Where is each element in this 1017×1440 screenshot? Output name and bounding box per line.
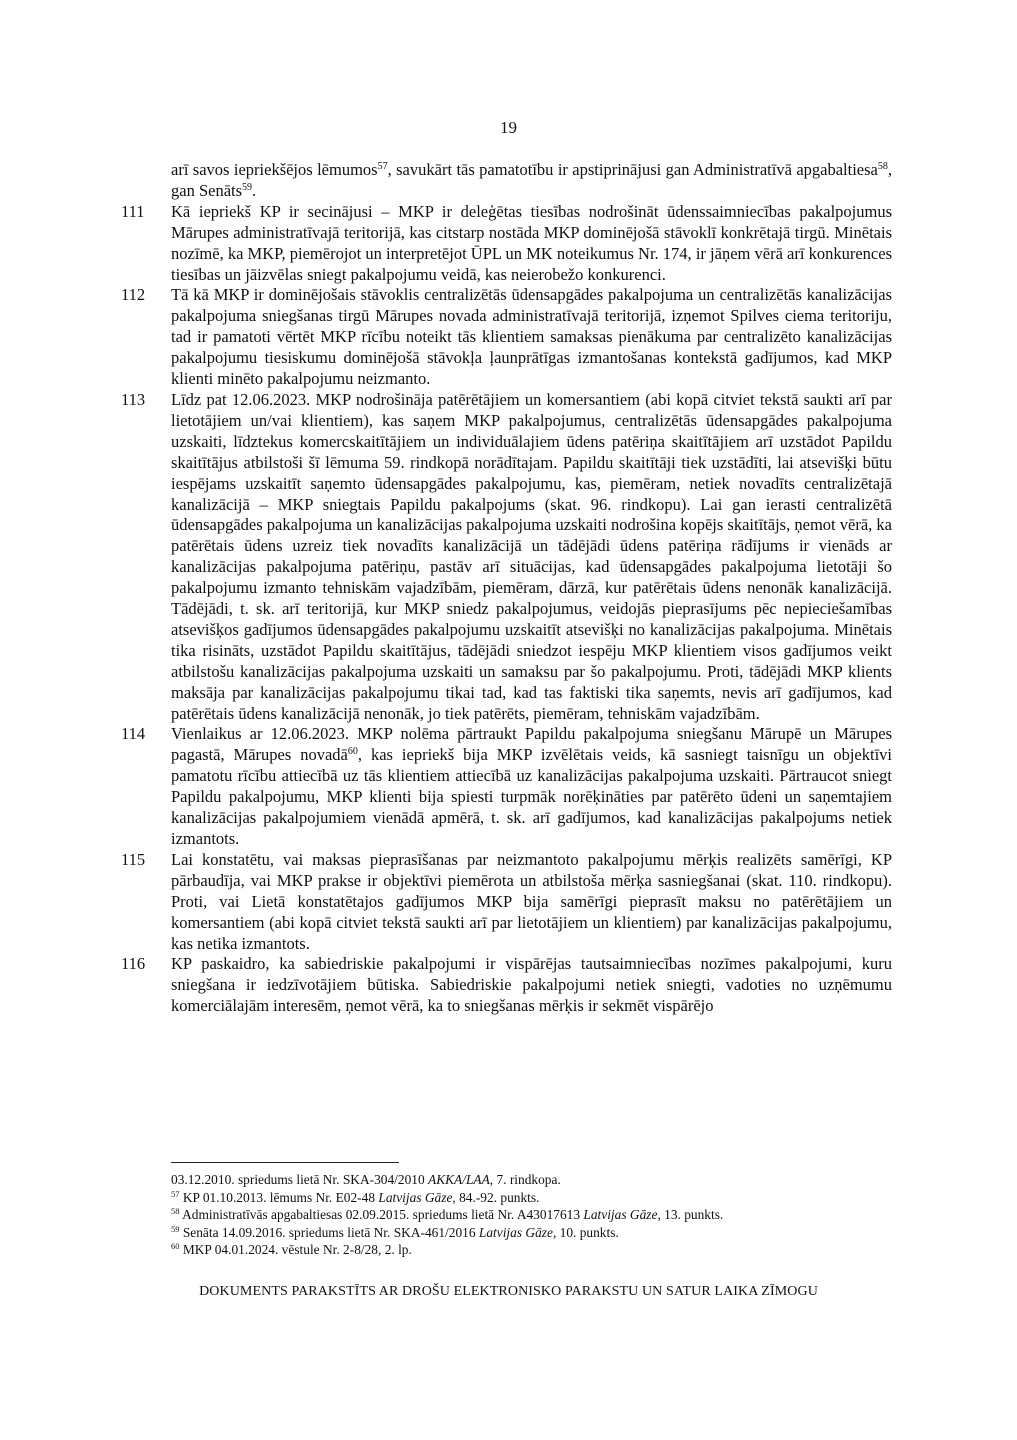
paragraph <box>121 160 892 202</box>
paragraph-number: 115 <box>121 849 146 869</box>
paragraph <box>121 724 892 849</box>
footnote-mark: 60 <box>171 1241 180 1252</box>
footnote-italic-text: Latvijas Gāze <box>378 1189 453 1205</box>
paragraph-text: KP paskaidro, ka sabiedriskie pakalpojumi ir vispārējas tautsaimniecības nozīmes pakalpojumi, kuru sniegšana ir iedzīvotājiem būtiska. Sabiedriskie pakalpojumi netiek sniegti, vadoties no uzņēmumu komerciālajām interesēm, ņemot vērā, ka to sniegšanas mērķis ir sekmēt vispārējo <box>171 954 892 1016</box>
footnote-mark: 57 <box>171 1188 180 1199</box>
paragraph-text: , gan Senāts <box>171 160 892 200</box>
footnote <box>171 1241 892 1259</box>
footnote-reference: 57 <box>377 161 388 172</box>
footnote-text: , 13. punkts. <box>657 1207 724 1223</box>
footnote-text: , 10. punkts. <box>552 1224 619 1240</box>
paragraph-text: . <box>252 180 257 200</box>
footnote <box>171 1206 892 1224</box>
paragraph-text: Līdz pat 12.06.2023. MKP nodrošināja patērētājiem un komersantiem (abi kopā citviet tekstā saukti arī par lietotājiem un/vai klientiem), kas saņem MKP pakalpojumus, centralizētās ūdensapgādes pakalpojuma uzskaiti, līdztekus komercskaitītājiem un individuālajiem ūdens patēriņa skaitītājiem arī uzstādot Papildu skaitītājus atbilstoši šī lēmuma 59. rindkopā norādītajam. Papildu skaitītāji tiek uzstādīti, lai atsevišķi būtu iespējams uzskaitīt saņemto ūdensapgādes pakalpojumu, kas, piemēram, netiek novadīts centralizētajā kanalizācijā – MKP sniegtais Papildu pakalpojums (skat. 96. rindkopu). Lai gan ierasti centralizētā ūdensapgādes pakalpojuma un kanalizācijas pakalpojuma uzskaiti nodrošina kopējs skaitītājs, ņemot vērā, ka patērētais ūdens uzreiz tiek novadīts kanalizācijā un tādējādi ūdens patēriņa rādījums ir vienāds ar kanalizācijas pakalpojuma patēriņu, pastāv arī situācijas, kad ūdensapgādes pakalpojuma lietotāji šo pakalpojumu izmanto tehniskām vajadzībām, piemēram, dārzā, kur patērētais ūdens nenonāk kanalizācijā. Tādējādi, t. sk. arī teritorijā, kur MKP sniedz pakalpojumus, veidojās pieprasījums pēc nepieciešamības atsevišķos gadījumos ūdensapgādes pakalpojumu uzskaitīt atsevišķi no kanalizācijas pakalpojuma. Minētais tika risināts, uzstādot Papildu skaitītājus, tādējādi sniedzot iespēju MKP klientiem visos gadījumos veikt atbilstošu kanalizācijas pakalpojuma uzskaiti un samaksu par šo pakalpojumu. Proti, tādējādi MKP klients maksāja par kanalizācijas pakalpojumu tikai tad, kad tas faktiski tika saņemts, nevis arī gadījumos, kad patērētais ūdens kanalizācijā nenonāk, jo tiek patērēts, piemēram, tehniskām vajadzībām. <box>171 389 892 723</box>
footnote-text: Administratīvās apgabaltiesas 02.09.2015. spriedums lietā Nr. A43017613 <box>179 1207 584 1223</box>
footnote-text: KP 01.10.2013. lēmums Nr. E02-48 <box>179 1189 379 1205</box>
signature-footer: DOKUMENTS PARAKSTĪTS AR DROŠU ELEKTRONISKO PARAKSTU UN SATUR LAIKA ZĪMOGU <box>199 1284 818 1299</box>
footnotes <box>171 1171 892 1259</box>
paragraph-text: Vienlaikus ar 12.06.2023. MKP nolēma pārtraukt Papildu pakalpojuma sniegšanu Mārupē un Mārupes pagastā, Mārupes novadā <box>171 724 892 765</box>
paragraph <box>121 390 892 725</box>
footnote-reference: 58 <box>877 161 888 172</box>
paragraph-text: arī savos iepriekšējos lēmumos <box>171 160 378 179</box>
paragraph-number: 113 <box>121 389 146 409</box>
footnote-italic-text: Latvijas Gāze <box>583 1207 658 1223</box>
footnote-reference: 59 <box>242 181 253 193</box>
footnote-text: Senāta 14.09.2016. spriedums lietā Nr. SKA-461/2016 <box>179 1224 479 1240</box>
paragraph-text: Kā iepriekš KP ir secinājusi – MKP ir deleģētas tiesības nodrošināt ūdenssaimniecības pakalpojumus Mārupes administratīvajā teritorijā, kas citstarp nostāda MKP dominējošā stāvoklī konkrētajā tirgū. Minētais nozīmē, ka MKP, piemērojot un interpretējot ŪPL un MK noteikumus Nr. 174, ir jāņem vērā arī konkurences tiesības un jāizvēlas sniegt pakalpojumu veidā, kas neierobežo konkurenci. <box>171 201 892 284</box>
paragraph <box>121 202 892 286</box>
footnote <box>171 1171 892 1189</box>
body-text <box>121 160 892 1017</box>
paragraph-number: 116 <box>121 954 146 974</box>
footnote-italic-text: AKKA/LAA <box>428 1172 490 1187</box>
footnote-italic-text: Latvijas Gāze <box>478 1224 553 1240</box>
footnote-text: MKP 04.01.2024. vēstule Nr. 2-8/28, 2. lp. <box>179 1242 412 1258</box>
paragraph-text: Lai konstatētu, vai maksas pieprasīšanas par neizmantoto pakalpojumu mērķis realizēts samērīgi, KP pārbaudīja, vai MKP prakse ir objektīvi piemērota un atbilstoša mērķa sasniegšanai (skat. 110. rindkopu). Proti, vai Lietā konstatētajos gadījumos MKP bija samērīgi pieprasīt maksu no patērētājiem un komersantiem (abi kopā citviet tekstā saukti arī par lietotājiem un klientiem) par kanalizācijas pakalpojumu, kas netika izmantots. <box>171 849 892 953</box>
paragraph <box>121 850 892 955</box>
paragraph-text: Tā kā MKP ir dominējošais stāvoklis centralizētās ūdensapgādes pakalpojuma un centralizētās kanalizācijas pakalpojuma sniegšanas tirgū Mārupes novada administratīvajā teritorijā, izņemot Spilves ciema teritoriju, tad ir pamatoti vērtēt MKP rīcību noteikt tās klientiem samaksas pienākuma par centralizēto kanalizācijas pakalpojumu tiesiskumu dominējošā stāvokļa ļaunprātīgas izmantošanas kontekstā gadījumos, kad MKP klienti minēto pakalpojumu neizmanto. <box>171 285 892 389</box>
paragraph <box>121 954 892 1017</box>
footnote-text: 03.12.2010. spriedums lietā Nr. SKA-304/2010 <box>171 1172 429 1187</box>
footnote-mark: 59 <box>171 1223 180 1234</box>
footnote-separator <box>171 1162 399 1163</box>
paragraph-number: 112 <box>121 285 146 305</box>
footnote <box>171 1224 892 1242</box>
footnote-mark: 58 <box>171 1206 180 1217</box>
page-number: 19 <box>500 118 517 137</box>
paragraph-number: 111 <box>121 201 145 221</box>
paragraph-text: , savukārt tās pamatotību ir apstiprinājusi gan Administratīvā apgabaltiesa <box>387 160 878 179</box>
paragraph-text: , kas iepriekš bija MKP izvēlētais veids, kā sasniegt taisnīgu un objektīvi pamatotu rīcību attiecībā uz tās klientiem attiecībā uz kanalizācijas pakalpojuma uzskaiti. Pārtraucot sniegt Papildu pakalpojumu, MKP klienti bija spiesti turpmāk norēķināties par patērēto ūdeni un saņemtajiem kanalizācijas pakalpojumiem vienādā apmērā, t. sk. arī gadījumos, kad kanalizācijas pakalpojums netiek izmantots. <box>171 745 893 848</box>
footnote-text: , 84.-92. punkts. <box>452 1189 540 1205</box>
footnote <box>171 1189 892 1207</box>
paragraph-number: 114 <box>121 724 146 744</box>
paragraph <box>121 285 892 390</box>
footnote-reference: 60 <box>347 746 358 758</box>
footnote-text: , 7. rindkopa. <box>489 1172 561 1187</box>
